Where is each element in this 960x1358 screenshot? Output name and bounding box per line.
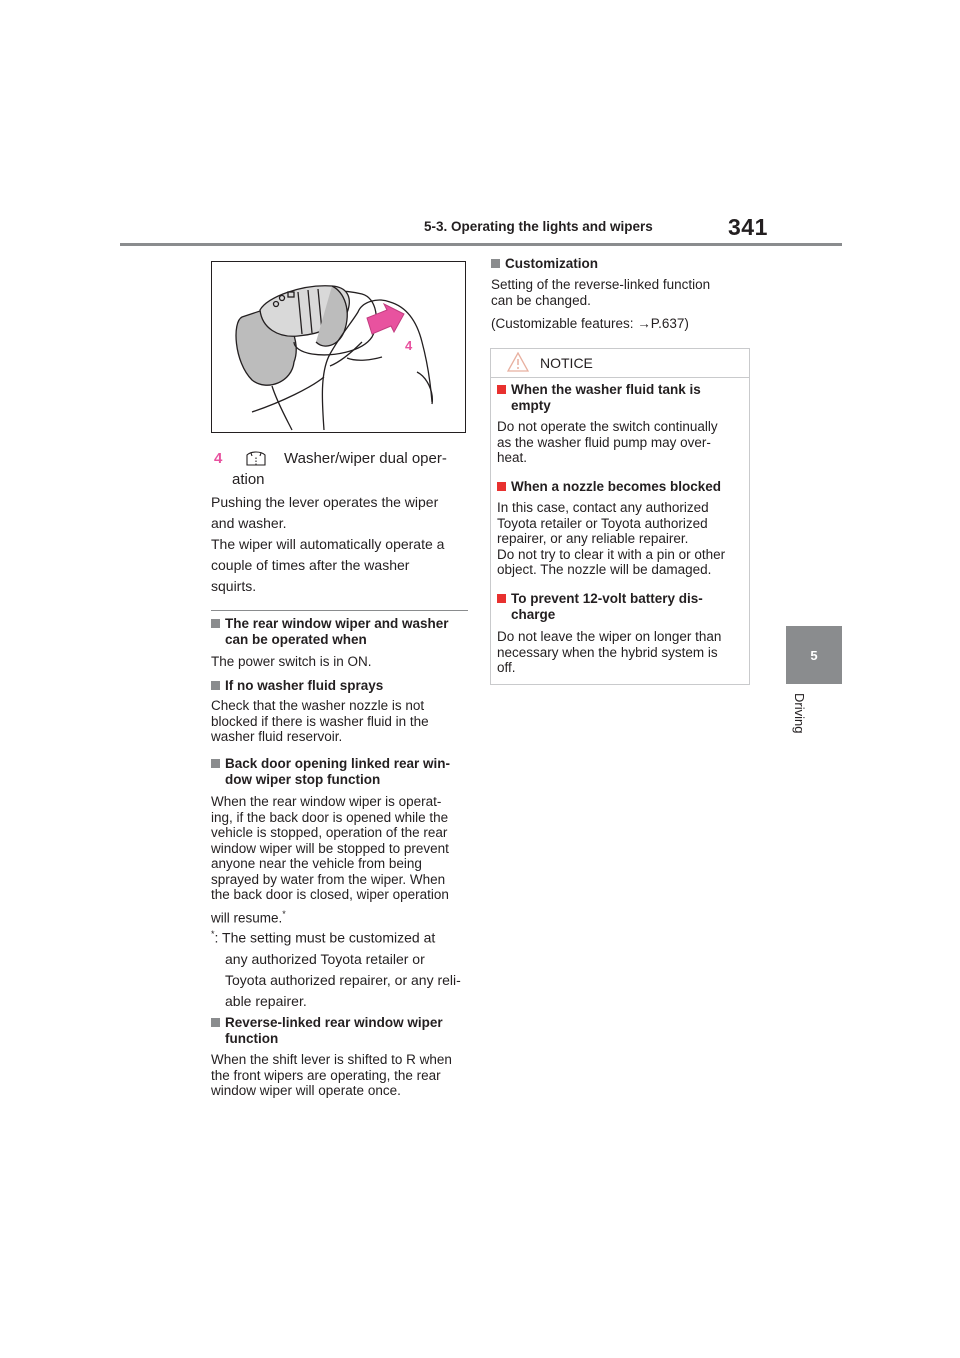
- heading-rear-wiper-when: The rear window wiper and washer can be operated when: [211, 616, 449, 647]
- heading-customization: Customization: [491, 256, 598, 272]
- bullet-square: [211, 619, 220, 628]
- wiper-lever-drawing: [212, 262, 465, 432]
- wiper-lever-illustration: [211, 261, 466, 433]
- item-number: 4: [214, 450, 223, 467]
- section-divider: [211, 610, 468, 611]
- page-number: 341: [728, 214, 768, 240]
- footnote: *: The setting must be customized at any authorized Toyota retailer or Toyota authorized repairer, or any reli- able repairer.: [211, 929, 461, 1009]
- body-rear-wiper-when: The power switch is in ON.: [211, 654, 372, 669]
- customization-reference: (Customizable features: →P.637): [491, 316, 689, 331]
- chapter-tab: [786, 626, 842, 684]
- notice-body-1: Do not operate the switch continually as the washer fluid pump may over- heat.: [497, 419, 718, 465]
- heading-no-washer: If no washer fluid sprays: [211, 678, 383, 694]
- notice-body-2: In this case, contact any authorized Toyota retailer or Toyota authorized repairer, or any reliable repairer. Do not try to clear it with a pin or other object. The nozzle will be damaged.: [497, 500, 726, 577]
- notice-title-bar: [490, 348, 750, 378]
- body-no-washer: Check that the washer nozzle is not blocked if there is washer fluid in the washer fluid reservoir.: [211, 698, 429, 744]
- item-label-line1: Washer/wiper dual oper-: [284, 450, 447, 467]
- notice-title: NOTICE: [540, 355, 593, 371]
- notice-heading-2: When a nozzle becomes blocked: [497, 479, 721, 495]
- notice-heading-3: To prevent 12-volt battery dis- charge: [497, 591, 703, 622]
- item-label-line2: ation: [232, 471, 265, 488]
- notice-body-3: Do not leave the wiper on longer than necessary when the hybrid system is off.: [497, 629, 722, 675]
- body-back-door: When the rear window wiper is operat- ing, if the back door is opened while the vehicle is stopped, operation of the rear window wiper will be stopped to prevent anyone near the vehicle from being sprayed by water from the wiper. When the back door is closed, wiper operation will resume.*: [211, 794, 449, 925]
- chapter-number: 5: [810, 647, 818, 663]
- warning-triangle-icon: [507, 352, 529, 377]
- red-bullet-square: [497, 385, 506, 394]
- body-reverse-linked: When the shift lever is shifted to R when the front wipers are operating, the rear window wiper will operate once.: [211, 1052, 452, 1098]
- figure-callout: 4: [405, 338, 413, 353]
- heading-back-door: Back door opening linked rear win- dow wiper stop function: [211, 756, 450, 787]
- heading-reverse-linked: Reverse-linked rear window wiper function: [211, 1015, 443, 1046]
- paragraph-1: Pushing the lever operates the wiper and washer.: [211, 494, 439, 531]
- notice-heading-1: When the washer fluid tank is empty: [497, 382, 701, 413]
- section-title: 5-3. Operating the lights and wipers: [424, 219, 653, 234]
- chapter-label: Driving: [792, 693, 807, 734]
- header-rule: [120, 243, 842, 246]
- paragraph-2: The wiper will automatically operate a couple of times after the washer squirts.: [211, 536, 445, 594]
- body-customization: Setting of the reverse-linked function can be changed.: [491, 277, 711, 308]
